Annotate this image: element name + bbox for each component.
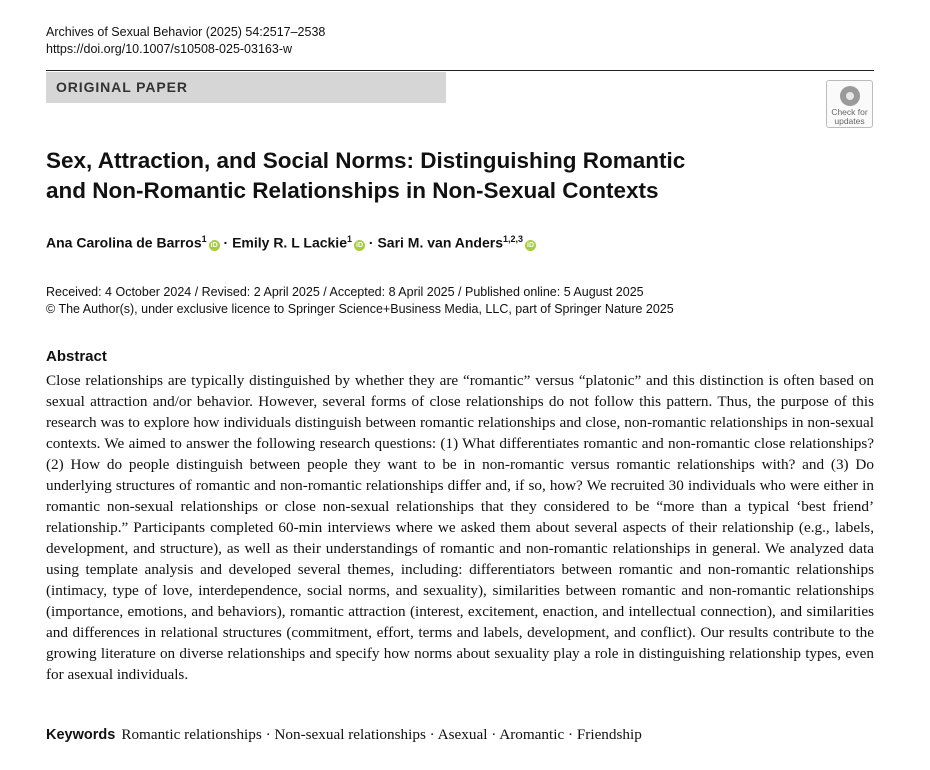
title-line-1: Sex, Attraction, and Social Norms: Distinguishing Romantic xyxy=(46,148,686,173)
check-for-updates-button[interactable] xyxy=(826,80,873,128)
publication-history xyxy=(46,284,674,318)
article-type-banner xyxy=(46,72,446,103)
check-updates-line1: Check for xyxy=(831,107,868,117)
doi-link[interactable]: https://doi.org/10.1007/s10508-025-03163-w xyxy=(46,42,293,56)
author-name[interactable]: Emily R. L Lackie xyxy=(232,234,347,251)
author-affiliation: 1,2,3 xyxy=(502,234,524,244)
abstract-heading: Abstract xyxy=(46,348,107,365)
author-affiliation: 1 xyxy=(346,234,352,244)
header-rule xyxy=(46,70,874,71)
journal-info xyxy=(46,24,325,58)
article-type-label: ORIGINAL PAPER xyxy=(56,79,188,95)
journal-citation: Archives of Sexual Behavior (2025) 54:2517–2538 xyxy=(46,25,326,39)
title-line-2: and Non-Romantic Relationships in Non-Sexual Contexts xyxy=(46,178,659,203)
keywords-line xyxy=(46,726,642,744)
orcid-icon[interactable]: iD xyxy=(527,241,535,249)
orcid-icon[interactable]: iD xyxy=(356,241,363,249)
abstract-body: Close relationships are typically distinguished by whether they are “romantic” versus “platonic” and this distinction is often based on sexual attraction and/or behavior. However, several forms of close relationships do not follow this pattern. Thus, the purpose of this research was to explore how individuals distinguish between romantic relationships and close, non-romantic relationships in non-sexual contexts. We aimed to answer the following research questions: (1) What differentiates romantic and non-romantic close relationships? (2) How do people distinguish between people they want to be in non-romantic versus romantic relationships with? and (3) Do underlying structures of romantic and non-romantic relationships differ and, if so, how? We recruited 30 individuals who were either in romantic non-sexual relationships or close non-sexual relationships that they considered to be “more than a typical ‘best friend’ relationship.” Participants completed 60-min interviews where we asked them about several aspects of their relationship (e.g., labels, development, and structure), as well as their understandings of romantic and non-romantic relationships in general. We analyzed data using template analysis and developed several themes, including: differentiators between romantic and non-romantic relationships (intimacy, type of love, interdependence, social norms, and sexuality), similarities between romantic and non-romantic relationships (importance, emotions, and behaviors), romantic attraction (interest, excitement, enaction, and intellectual connection), and similarities and differences in relational structures (commitment, effort, terms and labels, development, and conflict). Our results contribute to the growing literature on diverse relationships and specify how norms about sexuality play a role in distinguishing relationship types, even for asexual individuals. xyxy=(46,372,874,683)
copyright-notice: © The Author(s), under exclusive licence to Springer Science+Business Media, LLC, part of Springer Nature 2025 xyxy=(46,302,674,316)
orcid-icon[interactable]: iD xyxy=(210,241,218,249)
author-list xyxy=(46,234,536,251)
paper-title xyxy=(46,146,806,206)
author-separator: · xyxy=(219,234,233,251)
article-dates: Received: 4 October 2024 / Revised: 2 April 2025 / Accepted: 8 April 2025 / Published online: 5 August 2025 xyxy=(46,285,644,299)
keywords-label: Keywords xyxy=(46,727,116,743)
author-name[interactable]: Sari M. van Anders xyxy=(377,234,503,251)
check-updates-icon xyxy=(840,86,860,106)
check-updates-line2: updates xyxy=(834,116,865,126)
author-separator: · xyxy=(365,234,378,251)
keywords-list: Romantic relationships · Non-sexual relationships · Asexual · Aromantic · Friendship xyxy=(121,726,642,743)
author-affiliation: 1 xyxy=(201,234,207,244)
author-name[interactable]: Ana Carolina de Barros xyxy=(46,234,202,251)
